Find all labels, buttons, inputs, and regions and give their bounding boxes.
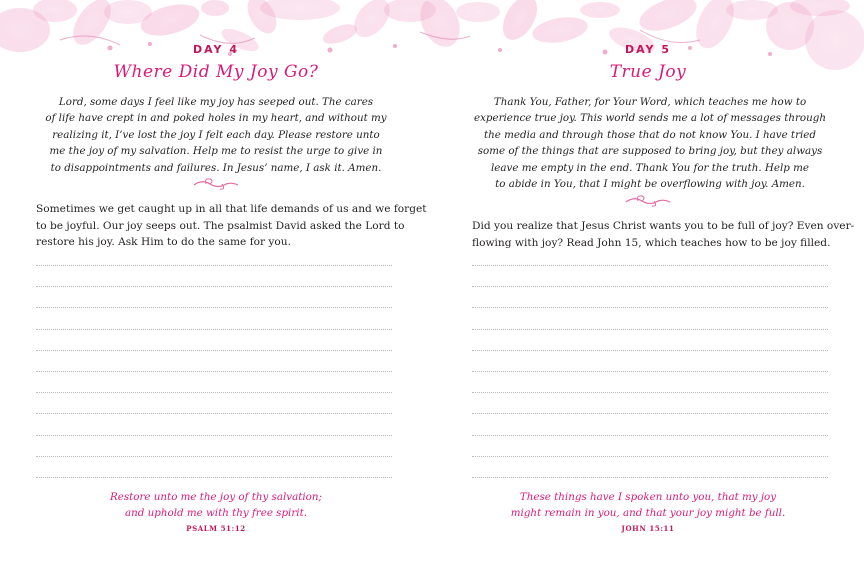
journal-line xyxy=(36,413,392,414)
scripture-verse xyxy=(0,489,432,521)
reflection-text xyxy=(36,201,427,251)
verse-line: might remain in you, and that your joy might be full. xyxy=(510,507,786,519)
prayer-line: Thank You, Father, for Your Word, which teaches me how to xyxy=(493,96,807,108)
journal-line xyxy=(36,329,392,330)
journal-line xyxy=(36,392,392,393)
flourish-icon xyxy=(624,193,672,209)
prayer-text xyxy=(474,94,826,192)
journal-line xyxy=(36,350,392,351)
journal-line xyxy=(472,371,828,372)
journal-line xyxy=(472,286,828,287)
reflection-text xyxy=(472,218,855,251)
scripture-verse xyxy=(432,489,864,521)
journal-line xyxy=(36,265,392,266)
devotion-title: Where Did My Joy Go? xyxy=(113,62,319,82)
journal-line xyxy=(36,435,392,436)
journal-line xyxy=(36,477,392,478)
day-label: DAY 4 xyxy=(192,43,240,56)
journal-line xyxy=(472,350,828,351)
journal-line xyxy=(472,265,828,266)
flourish-icon xyxy=(192,176,240,192)
journal-line xyxy=(472,329,828,330)
prayer-line: to disappointments and failures. In Jesus’ name, I ask it. Amen. xyxy=(50,161,382,174)
journal-line xyxy=(472,435,828,436)
scripture-reference: PSALM 51:12 xyxy=(186,524,246,533)
journal-line xyxy=(36,371,392,372)
journal-line xyxy=(36,456,392,457)
prayer-line: experience true joy. This world sends me a lot of messages through xyxy=(474,112,826,125)
journal-lines[interactable] xyxy=(472,265,828,498)
reflection-line: flowing with joy? Read John 15, which teaches how to be joy filled. xyxy=(472,236,831,249)
prayer-line: of life have crept in and poked holes in my heart, and without my xyxy=(45,112,387,125)
prayer-line: me the joy of my salvation. Help me to resist the urge to give in xyxy=(49,145,383,158)
prayer-line: to abide in You, that I might be overflowing with joy. Amen. xyxy=(495,178,805,191)
scripture-reference: JOHN 15:11 xyxy=(621,524,675,533)
reflection-line: restore his joy. Ask Him to do the same for you. xyxy=(36,236,291,249)
reflection-line: Sometimes we get caught up in all that life demands of us and we forget xyxy=(36,203,427,215)
journal-line xyxy=(36,286,392,287)
prayer-line: the media and through those that do not know You. I have tried xyxy=(484,128,816,141)
verse-line: Restore unto me the joy of thy salvation; xyxy=(110,491,322,503)
right-page xyxy=(432,0,864,576)
prayer-line: realizing it, I’ve lost the joy I felt each day. Please restore unto xyxy=(52,128,380,141)
reflection-line: to be joyful. Our joy seeps out. The psalmist David asked the Lord to xyxy=(36,219,405,232)
journal-line xyxy=(472,456,828,457)
verse-line: These things have I spoken unto you, that my joy xyxy=(519,491,777,503)
journal-lines[interactable] xyxy=(36,265,392,498)
journal-line xyxy=(36,307,392,308)
devotion-title: True Joy xyxy=(609,62,687,82)
reflection-line: Did you realize that Jesus Christ wants you to be full of joy? Even over- xyxy=(472,220,855,232)
verse-line: and uphold me with thy free spirit. xyxy=(125,507,307,519)
day-label: DAY 5 xyxy=(624,43,672,56)
journal-line xyxy=(472,477,828,478)
journal-line xyxy=(472,413,828,414)
prayer-line: some of the things that are supposed to bring joy, but they always xyxy=(477,145,823,158)
prayer-line: Lord, some days I feel like my joy has seeped out. The cares xyxy=(58,96,374,108)
prayer-line: leave me empty in the end. Thank You for the truth. Help me xyxy=(491,161,809,174)
journal-line xyxy=(472,307,828,308)
journal-line xyxy=(472,392,828,393)
prayer-text xyxy=(40,94,392,176)
